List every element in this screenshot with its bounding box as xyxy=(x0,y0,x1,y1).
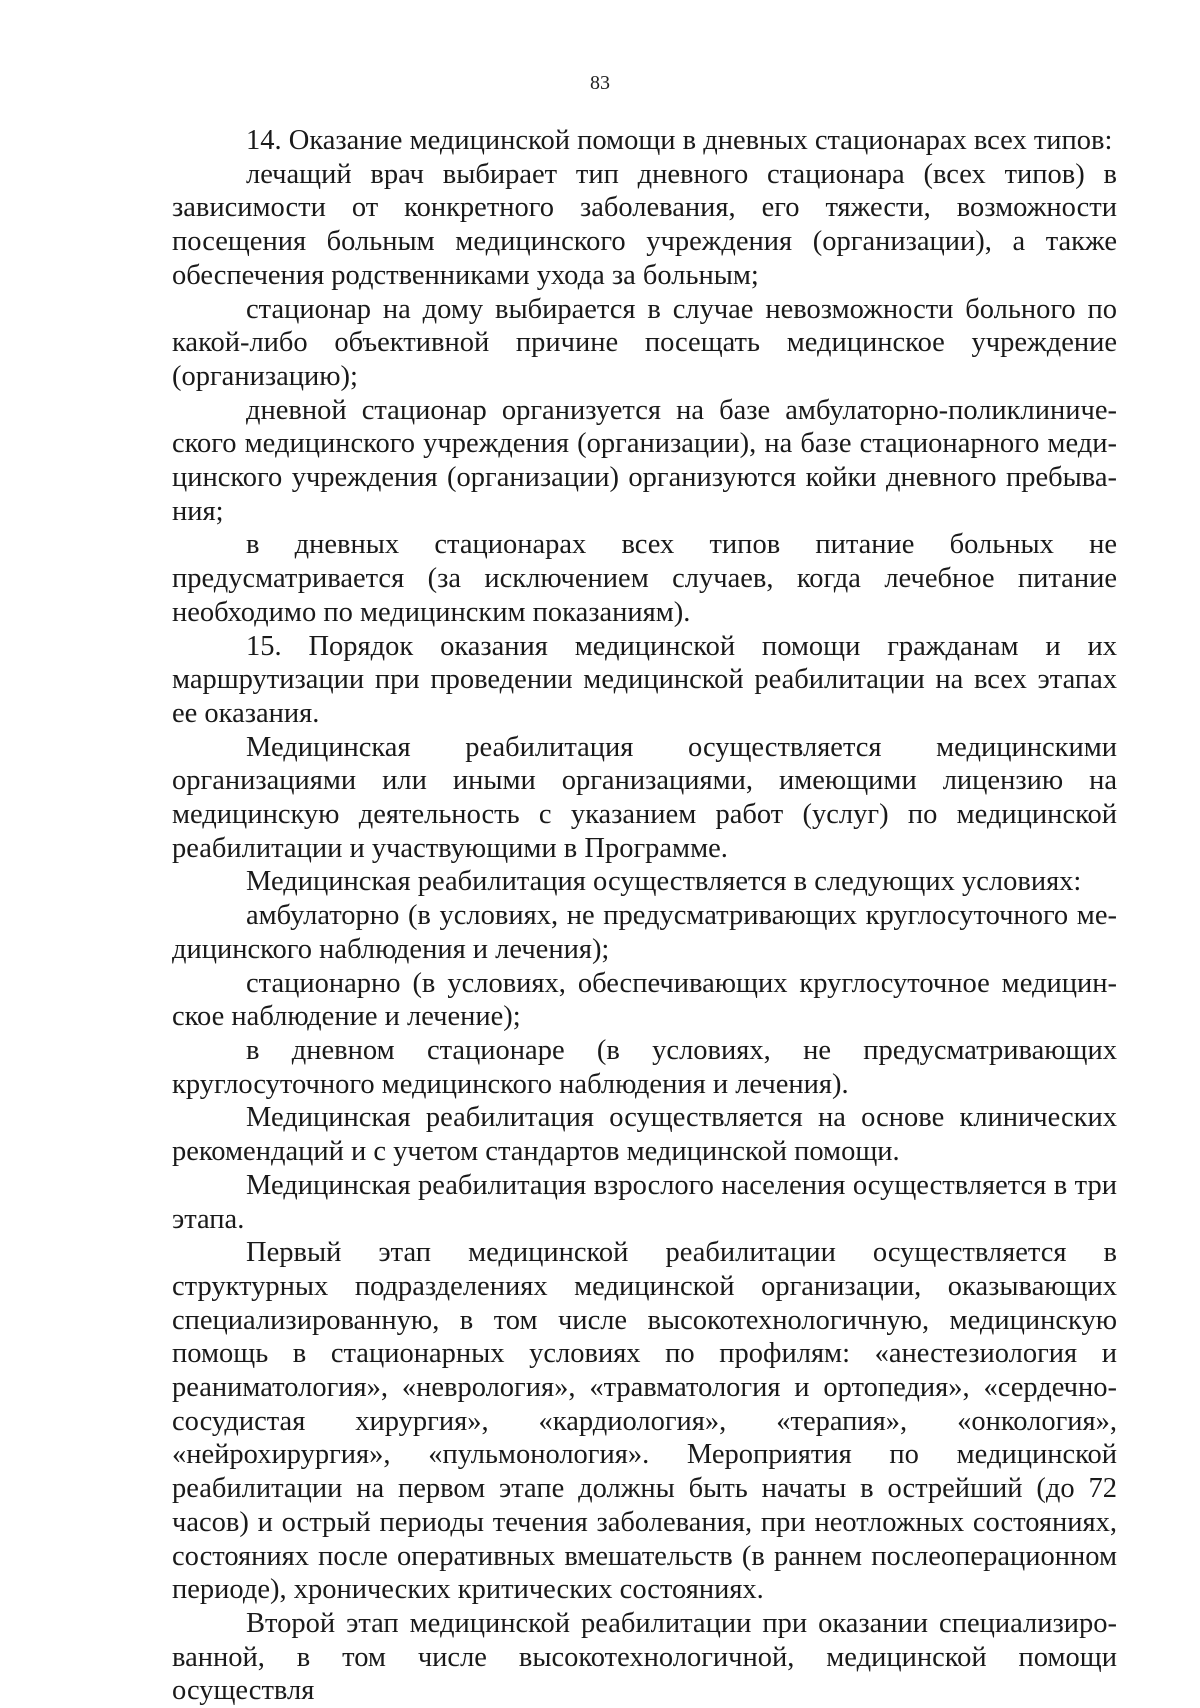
paragraph-rehab-outpatient: амбулаторно (в условиях, не предусматривающих круглосуточного медицинского наблюдения и лечения); xyxy=(172,900,1117,965)
paragraph-day-hospital-organization: дневной стационар организуется на базе амбулаторно-поликлинического медицинского учреждения (организации), на базе стационарного медицинского учреждения (организации) организуются койки дневного пребывания; xyxy=(172,394,1117,527)
paragraph-rehab-providers: Медицинская реабилитация осуществляется медицинскими организациями или иными организациями, имеющими лицензию на медицинскую деятельность с указанием работ (услуг) по медицинской реабилитации и участвующими в Программе. xyxy=(172,731,1117,864)
paragraph-rehab-second-stage: Второй этап медицинской реабилитации при оказании специализированной, в том числе высокотехнологичной, медицинской помощи осуществля xyxy=(172,1607,1117,1707)
paragraph-item-14-heading: 14. Оказание медицинской помощи в дневных стационарах всех типов: xyxy=(246,125,1113,156)
paragraph-day-hospital-type-choice: лечащий врач выбирает тип дневного стационара (всех типов) в зависимости от конкретного заболевания, его тяжести, возможности посещения больным медицинского учреждения (организации), а также обеспечения родственниками ухода за больным; xyxy=(172,158,1117,291)
paragraph-rehab-three-stages: Медицинская реабилитация взрослого населения осуществляется в три этапа. xyxy=(172,1169,1117,1235)
paragraph-item-15-heading: 15. Порядок оказания медицинской помощи гражданам и их маршрутизации при проведении медицинской реабилитации на всех этапах ее оказания. xyxy=(172,630,1117,729)
page-body xyxy=(172,124,1117,1708)
page-number: 83 xyxy=(590,72,610,94)
paragraph-rehab-first-stage: Первый этап медицинской реабилитации осуществляется в структурных подразделениях медицинской организации, оказывающих специализированную, в том числе высокотехнологичную, медицинскую помощь в стационарных условиях по профилям: «анестезиология и реаниматология», «неврология», «травматология и ортопедия», «сердечно-сосудистая хирургия», «кардиология», «терапия», «онкология», «нейрохирургия», «пульмонология». Мероприятия по медицинской реабилитации на первом этапе должны быть начаты в острейший (до 72 часов) и острый периоды течения заболевания, при неотложных состояниях, состояниях после оперативных вмешательств (в раннем послеоперационном периоде), хронических критических состояниях. xyxy=(172,1237,1117,1606)
paragraph-rehab-inpatient: стационарно (в условиях, обеспечивающих круглосуточное медицинское наблюдение и лечение); xyxy=(172,967,1117,1033)
paragraph-rehab-day-hospital: в дневном стационаре (в условиях, не предусматривающих круглосуточного медицинского наблюдения и лечения). xyxy=(172,1034,1117,1100)
paragraph-home-hospital: стационар на дому выбирается в случае невозможности больного по какой-либо объективной причине посещать медицинское учреждение (организацию); xyxy=(172,293,1117,392)
paragraph-rehab-conditions-intro: Медицинская реабилитация осуществляется в следующих условиях: xyxy=(246,866,1082,898)
paragraph-rehab-guidelines: Медицинская реабилитация осуществляется на основе клинических рекомендаций и с учетом стандартов медицинской помощи. xyxy=(172,1102,1117,1168)
paragraph-day-hospital-meals: в дневных стационарах всех типов питание больных не предусматривается (за исключением случаев, когда лечебное питание необходимо по медицинским показаниям). xyxy=(172,529,1117,628)
